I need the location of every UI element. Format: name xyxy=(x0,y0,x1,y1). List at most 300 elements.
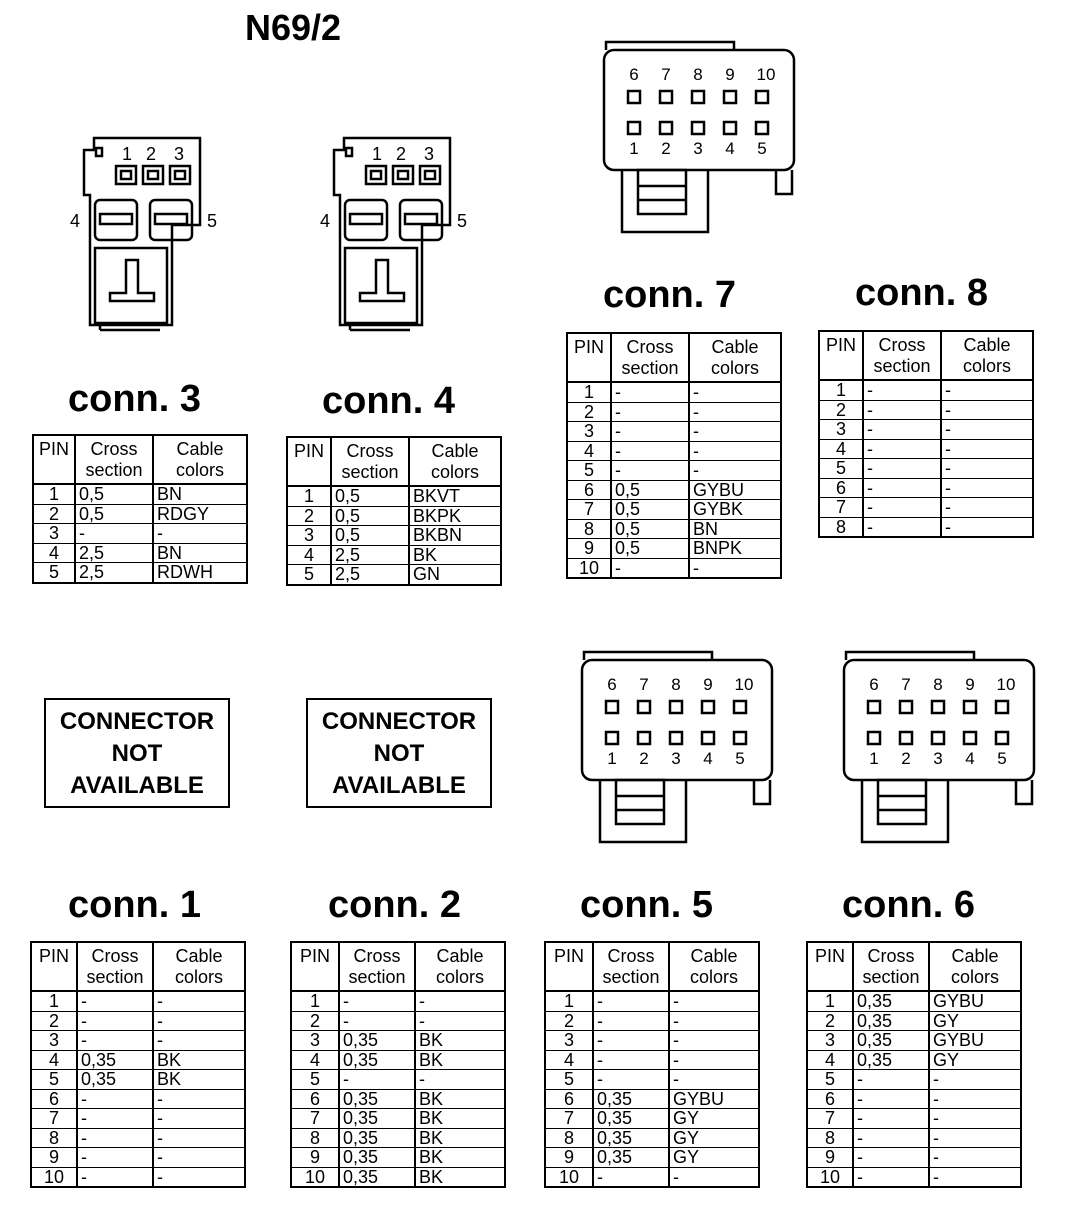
connector-4-drawing xyxy=(310,130,480,335)
cross-section-cell: 0,5 xyxy=(611,519,689,539)
cross-section-cell: 0,35 xyxy=(853,1050,929,1070)
table-row xyxy=(287,565,501,585)
pin-number-cell: 3 xyxy=(33,524,75,544)
pin-number-cell: 8 xyxy=(819,517,863,537)
cross-section-cell: - xyxy=(611,441,689,461)
table-row xyxy=(545,1128,759,1148)
pin-number-cell: 10 xyxy=(31,1167,77,1187)
conn-6-label: conn. 6 xyxy=(842,884,976,926)
table-row xyxy=(545,1148,759,1168)
connector-5-pin-7-number: 7 xyxy=(639,675,649,694)
cross-section-header: Cross section xyxy=(611,333,689,382)
conn-2-label: conn. 2 xyxy=(328,884,462,926)
cross-section-cell: - xyxy=(611,382,689,402)
connector-7-pin-4-number: 4 xyxy=(725,139,735,158)
pin-number-cell: 4 xyxy=(819,439,863,459)
pin-number-cell: 4 xyxy=(807,1050,853,1070)
table-row xyxy=(31,1031,245,1051)
pin-header: PIN xyxy=(807,942,853,991)
pin-number-cell: 1 xyxy=(287,486,331,506)
cable-colors-header: Cable colors xyxy=(689,333,781,382)
cable-colors-header: Cable colors xyxy=(153,942,245,991)
pin-number-cell: 7 xyxy=(291,1109,339,1129)
cable-color-cell: - xyxy=(689,441,781,461)
table-row xyxy=(807,1128,1021,1148)
pin-number-cell: 8 xyxy=(291,1128,339,1148)
connector-3-drawing xyxy=(60,130,230,335)
table-row xyxy=(31,1109,245,1129)
pin-number-cell: 3 xyxy=(287,526,331,546)
cable-color-cell: - xyxy=(669,1167,759,1187)
table-row xyxy=(291,1167,505,1187)
connector-6-pin-5-number: 5 xyxy=(997,749,1007,768)
conn-6-pin-table xyxy=(806,941,1022,1188)
cable-color-cell: - xyxy=(689,558,781,578)
pin-number-cell: 7 xyxy=(567,500,611,520)
cable-color-cell: BKPK xyxy=(409,506,501,526)
pin-number-cell: 10 xyxy=(807,1167,853,1187)
cable-color-cell: BKBN xyxy=(409,526,501,546)
not-available-line: CONNECTOR xyxy=(321,708,477,735)
cross-section-cell: 0,5 xyxy=(611,539,689,559)
pin-number-cell: 10 xyxy=(545,1167,593,1187)
table-row xyxy=(31,991,245,1011)
pin-header: PIN xyxy=(819,331,863,380)
cross-section-cell: - xyxy=(863,478,941,498)
cross-section-cell: 0,5 xyxy=(611,500,689,520)
cross-section-header: Cross section xyxy=(77,942,153,991)
pin-number-cell: 5 xyxy=(567,461,611,481)
not-available-line: AVAILABLE xyxy=(70,772,204,799)
cable-color-cell: BK xyxy=(153,1070,245,1090)
cable-colors-header: Cable colors xyxy=(153,435,247,484)
table-row xyxy=(31,1128,245,1148)
cable-color-cell: - xyxy=(929,1089,1021,1109)
table-row xyxy=(33,484,247,504)
cable-color-cell: GN xyxy=(409,565,501,585)
connector-5-pin-3-number: 3 xyxy=(671,749,681,768)
cable-color-cell: - xyxy=(153,524,247,544)
cross-section-cell: - xyxy=(339,1011,415,1031)
pin-number-cell: 1 xyxy=(567,382,611,402)
connector-6-pin-4-number: 4 xyxy=(965,749,975,768)
conn-3-pin-table xyxy=(32,434,248,584)
pin-number-cell: 4 xyxy=(545,1050,593,1070)
pin-number-cell: 3 xyxy=(807,1031,853,1051)
connector-6-pin-6-number: 6 xyxy=(869,675,879,694)
cable-color-cell: GYBU xyxy=(689,480,781,500)
pin-number-cell: 3 xyxy=(819,420,863,440)
connector-7-pin-1-number: 1 xyxy=(629,139,639,158)
cable-color-cell: - xyxy=(153,1128,245,1148)
pin-number-cell: 1 xyxy=(33,484,75,504)
pin-number-cell: 1 xyxy=(545,991,593,1011)
conn-7-label: conn. 7 xyxy=(603,274,737,316)
cable-color-cell: - xyxy=(929,1128,1021,1148)
table-row xyxy=(545,1167,759,1187)
cross-section-cell: - xyxy=(77,1109,153,1129)
cross-section-cell: - xyxy=(593,1167,669,1187)
table-row xyxy=(287,506,501,526)
cross-section-cell: - xyxy=(863,400,941,420)
pin-number-cell: 5 xyxy=(545,1070,593,1090)
table-row xyxy=(545,991,759,1011)
connector-5-pin-2-number: 2 xyxy=(639,749,649,768)
table-row xyxy=(287,486,501,506)
connector-5-pin-9-number: 9 xyxy=(703,675,713,694)
cable-color-cell: - xyxy=(415,991,505,1011)
pin-number-cell: 5 xyxy=(819,459,863,479)
table-row xyxy=(807,1148,1021,1168)
table-row xyxy=(33,543,247,563)
connector-6-pin-10-number: 10 xyxy=(996,675,1016,694)
cable-color-cell: GYBU xyxy=(929,1031,1021,1051)
table-row xyxy=(31,1148,245,1168)
connector-5-pin-6-number: 6 xyxy=(607,675,617,694)
table-row xyxy=(31,1070,245,1090)
cross-section-header: Cross section xyxy=(853,942,929,991)
table-row xyxy=(567,500,781,520)
cross-section-cell: - xyxy=(853,1109,929,1129)
cable-color-cell: - xyxy=(669,991,759,1011)
cable-colors-header: Cable colors xyxy=(669,942,759,991)
cable-color-cell: BK xyxy=(415,1167,505,1187)
pin-number-cell: 8 xyxy=(31,1128,77,1148)
cross-section-cell: 0,35 xyxy=(339,1128,415,1148)
cable-color-cell: - xyxy=(941,400,1033,420)
cable-color-cell: - xyxy=(153,1031,245,1051)
cross-section-cell: 2,5 xyxy=(331,545,409,565)
table-row xyxy=(287,526,501,546)
pin-number-cell: 5 xyxy=(807,1070,853,1090)
cross-section-cell: - xyxy=(593,1070,669,1090)
pin-number-cell: 5 xyxy=(291,1070,339,1090)
pin-number-cell: 6 xyxy=(819,478,863,498)
pin-number-cell: 1 xyxy=(807,991,853,1011)
cable-color-cell: BK xyxy=(415,1089,505,1109)
cross-section-cell: - xyxy=(863,439,941,459)
connector-4-pin-4-number: 4 xyxy=(320,211,331,231)
cable-color-cell: BKVT xyxy=(409,486,501,506)
connector-5-pin-10-number: 10 xyxy=(734,675,754,694)
table-row xyxy=(807,1070,1021,1090)
connector-6-pin-8-number: 8 xyxy=(933,675,943,694)
cable-color-cell: - xyxy=(941,439,1033,459)
cross-section-cell: 0,35 xyxy=(339,1109,415,1129)
cable-colors-header: Cable colors xyxy=(929,942,1021,991)
table-row xyxy=(807,1050,1021,1070)
cross-section-cell: - xyxy=(863,380,941,400)
cross-section-cell: 2,5 xyxy=(75,563,153,583)
conn-1-label: conn. 1 xyxy=(68,884,202,926)
cross-section-cell: - xyxy=(77,1148,153,1168)
cross-section-cell: 2,5 xyxy=(75,543,153,563)
cable-color-cell: - xyxy=(929,1148,1021,1168)
pin-header: PIN xyxy=(545,942,593,991)
pin-number-cell: 7 xyxy=(819,498,863,518)
table-row xyxy=(819,459,1033,479)
cable-color-cell: - xyxy=(153,1109,245,1129)
conn-7-pin-table xyxy=(566,332,782,579)
cross-section-header: Cross section xyxy=(339,942,415,991)
pin-number-cell: 8 xyxy=(545,1128,593,1148)
cross-section-cell: 0,35 xyxy=(339,1148,415,1168)
cross-section-cell: - xyxy=(339,1070,415,1090)
table-row xyxy=(291,1109,505,1129)
table-row xyxy=(567,480,781,500)
conn-8-pin-table xyxy=(818,330,1034,538)
cable-color-cell: BK xyxy=(415,1050,505,1070)
pin-number-cell: 4 xyxy=(287,545,331,565)
pin-number-cell: 6 xyxy=(31,1089,77,1109)
table-row xyxy=(291,1089,505,1109)
connector-7-pin-10-number: 10 xyxy=(756,65,776,84)
table-row xyxy=(807,1167,1021,1187)
cable-color-cell: RDGY xyxy=(153,504,247,524)
table-row xyxy=(291,1070,505,1090)
cable-color-cell: - xyxy=(941,517,1033,537)
connector-5-pin-4-number: 4 xyxy=(703,749,713,768)
connector-6-drawing xyxy=(840,646,1040,846)
pin-number-cell: 1 xyxy=(31,991,77,1011)
cable-color-cell: - xyxy=(415,1011,505,1031)
conn-2-not-available-box xyxy=(306,698,492,808)
connector-4-pin-3-number: 3 xyxy=(424,144,435,164)
cable-color-cell: - xyxy=(689,422,781,442)
pin-number-cell: 7 xyxy=(807,1109,853,1129)
pin-number-cell: 3 xyxy=(545,1031,593,1051)
pin-number-cell: 6 xyxy=(291,1089,339,1109)
pin-number-cell: 10 xyxy=(567,558,611,578)
table-row xyxy=(33,504,247,524)
connector-7-drawing xyxy=(600,36,800,236)
pin-number-cell: 2 xyxy=(31,1011,77,1031)
not-available-line: NOT xyxy=(111,740,163,767)
cable-color-cell: BN xyxy=(153,543,247,563)
cross-section-cell: - xyxy=(77,1031,153,1051)
cable-color-cell: - xyxy=(689,402,781,422)
conn-8-label: conn. 8 xyxy=(855,272,989,314)
pin-number-cell: 9 xyxy=(291,1148,339,1168)
cable-color-cell: BNPK xyxy=(689,539,781,559)
connector-6-pin-2-number: 2 xyxy=(901,749,911,768)
table-row xyxy=(819,380,1033,400)
pin-number-cell: 8 xyxy=(807,1128,853,1148)
cross-section-cell: - xyxy=(611,558,689,578)
cross-section-cell: 0,35 xyxy=(339,1050,415,1070)
pin-number-cell: 5 xyxy=(31,1070,77,1090)
cable-color-cell: GYBU xyxy=(929,991,1021,1011)
cross-section-cell: 0,5 xyxy=(331,506,409,526)
cable-color-cell: - xyxy=(941,459,1033,479)
cross-section-cell: 0,35 xyxy=(593,1148,669,1168)
cable-color-cell: GY xyxy=(929,1011,1021,1031)
conn-5-label: conn. 5 xyxy=(580,884,714,926)
cable-color-cell: - xyxy=(929,1070,1021,1090)
cable-color-cell: GY xyxy=(669,1148,759,1168)
table-row xyxy=(567,539,781,559)
connector-7-pin-8-number: 8 xyxy=(693,65,703,84)
cable-color-cell: - xyxy=(153,991,245,1011)
cable-color-cell: GY xyxy=(929,1050,1021,1070)
table-row xyxy=(287,545,501,565)
cable-color-cell: - xyxy=(669,1011,759,1031)
connector-7-pin-2-number: 2 xyxy=(661,139,671,158)
table-row xyxy=(33,563,247,583)
cable-colors-header: Cable colors xyxy=(415,942,505,991)
conn-5-pin-table xyxy=(544,941,760,1188)
cross-section-cell: 0,5 xyxy=(331,526,409,546)
cross-section-cell: - xyxy=(77,991,153,1011)
table-row xyxy=(819,498,1033,518)
connector-5-pin-8-number: 8 xyxy=(671,675,681,694)
conn-1-not-available-box xyxy=(44,698,230,808)
connector-3-pin-5-number: 5 xyxy=(207,211,218,231)
table-row xyxy=(819,439,1033,459)
cable-color-cell: BK xyxy=(409,545,501,565)
table-row xyxy=(819,478,1033,498)
cross-section-cell: - xyxy=(863,420,941,440)
pin-number-cell: 2 xyxy=(567,402,611,422)
conn-3-label: conn. 3 xyxy=(68,378,202,420)
cable-colors-header: Cable colors xyxy=(941,331,1033,380)
pin-number-cell: 2 xyxy=(819,400,863,420)
cross-section-cell: - xyxy=(611,402,689,422)
table-row xyxy=(807,1011,1021,1031)
table-row xyxy=(545,1031,759,1051)
table-row xyxy=(545,1050,759,1070)
table-row xyxy=(819,420,1033,440)
table-row xyxy=(31,1167,245,1187)
table-row xyxy=(291,1011,505,1031)
pin-number-cell: 5 xyxy=(33,563,75,583)
cable-color-cell: GY xyxy=(669,1109,759,1129)
cross-section-cell: - xyxy=(853,1167,929,1187)
table-row xyxy=(31,1011,245,1031)
table-row xyxy=(567,461,781,481)
cross-section-cell: 0,35 xyxy=(339,1167,415,1187)
pin-number-cell: 2 xyxy=(291,1011,339,1031)
pin-number-cell: 7 xyxy=(545,1109,593,1129)
cross-section-header: Cross section xyxy=(331,437,409,486)
cross-section-cell: - xyxy=(853,1089,929,1109)
pin-number-cell: 2 xyxy=(807,1011,853,1031)
cross-section-cell: - xyxy=(593,1050,669,1070)
cross-section-cell: 0,5 xyxy=(75,504,153,524)
table-row xyxy=(291,1031,505,1051)
pin-header: PIN xyxy=(33,435,75,484)
table-row xyxy=(545,1089,759,1109)
conn-1-pin-table xyxy=(30,941,246,1188)
cross-section-cell: - xyxy=(611,461,689,481)
cross-section-cell: 0,35 xyxy=(853,1031,929,1051)
cross-section-cell: 0,5 xyxy=(611,480,689,500)
table-row xyxy=(567,382,781,402)
cable-color-cell: - xyxy=(153,1148,245,1168)
table-row xyxy=(291,1050,505,1070)
table-row xyxy=(31,1050,245,1070)
cross-section-cell: 0,35 xyxy=(593,1109,669,1129)
cross-section-cell: - xyxy=(77,1011,153,1031)
cross-section-cell: 0,35 xyxy=(853,1011,929,1031)
cross-section-cell: - xyxy=(863,459,941,479)
cable-color-cell: BN xyxy=(153,484,247,504)
cable-color-cell: - xyxy=(941,478,1033,498)
pin-number-cell: 3 xyxy=(291,1031,339,1051)
connector-5-pin-5-number: 5 xyxy=(735,749,745,768)
cross-section-cell: 2,5 xyxy=(331,565,409,585)
pin-number-cell: 6 xyxy=(545,1089,593,1109)
not-available-line: AVAILABLE xyxy=(332,772,466,799)
table-row xyxy=(819,517,1033,537)
pin-number-cell: 5 xyxy=(287,565,331,585)
connector-3-pin-3-number: 3 xyxy=(174,144,185,164)
table-row xyxy=(545,1070,759,1090)
connector-4-pin-2-number: 2 xyxy=(396,144,407,164)
cable-color-cell: BK xyxy=(153,1050,245,1070)
table-row xyxy=(291,1148,505,1168)
cable-color-cell: - xyxy=(669,1031,759,1051)
connector-6-pin-3-number: 3 xyxy=(933,749,943,768)
not-available-line: CONNECTOR xyxy=(59,708,215,735)
cross-section-cell: - xyxy=(853,1148,929,1168)
pin-number-cell: 9 xyxy=(807,1148,853,1168)
table-row xyxy=(807,991,1021,1011)
pin-header: PIN xyxy=(287,437,331,486)
connector-4-pin-5-number: 5 xyxy=(457,211,468,231)
pin-number-cell: 1 xyxy=(291,991,339,1011)
cross-section-cell: 0,35 xyxy=(339,1031,415,1051)
connector-6-pin-7-number: 7 xyxy=(901,675,911,694)
cross-section-cell: - xyxy=(339,991,415,1011)
cable-color-cell: - xyxy=(153,1089,245,1109)
cross-section-cell: - xyxy=(593,1031,669,1051)
cable-color-cell: BK xyxy=(415,1031,505,1051)
pin-number-cell: 3 xyxy=(31,1031,77,1051)
cross-section-cell: 0,35 xyxy=(77,1050,153,1070)
pin-header: PIN xyxy=(31,942,77,991)
cable-color-cell: GYBU xyxy=(669,1089,759,1109)
cross-section-cell: - xyxy=(593,1011,669,1031)
pin-header: PIN xyxy=(291,942,339,991)
cable-color-cell: RDWH xyxy=(153,563,247,583)
pin-number-cell: 2 xyxy=(287,506,331,526)
pin-number-cell: 2 xyxy=(545,1011,593,1031)
cable-color-cell: BN xyxy=(689,519,781,539)
cable-color-cell: GY xyxy=(669,1128,759,1148)
table-row xyxy=(545,1109,759,1129)
cross-section-cell: - xyxy=(863,517,941,537)
cross-section-cell: - xyxy=(77,1167,153,1187)
table-row xyxy=(567,441,781,461)
cross-section-cell: 0,35 xyxy=(593,1089,669,1109)
not-available-line: NOT xyxy=(373,740,425,767)
table-row xyxy=(807,1089,1021,1109)
connector-3-pin-4-number: 4 xyxy=(70,211,81,231)
cross-section-header: Cross section xyxy=(863,331,941,380)
table-row xyxy=(291,991,505,1011)
pin-number-cell: 4 xyxy=(31,1050,77,1070)
cable-color-cell: GYBK xyxy=(689,500,781,520)
cable-color-cell: - xyxy=(669,1050,759,1070)
pin-number-cell: 6 xyxy=(807,1089,853,1109)
connector-7-pin-9-number: 9 xyxy=(725,65,735,84)
table-row xyxy=(819,400,1033,420)
cross-section-cell: 0,35 xyxy=(853,991,929,1011)
cross-section-cell: - xyxy=(77,1089,153,1109)
pin-number-cell: 8 xyxy=(567,519,611,539)
page-title: N69/2 xyxy=(245,7,342,48)
